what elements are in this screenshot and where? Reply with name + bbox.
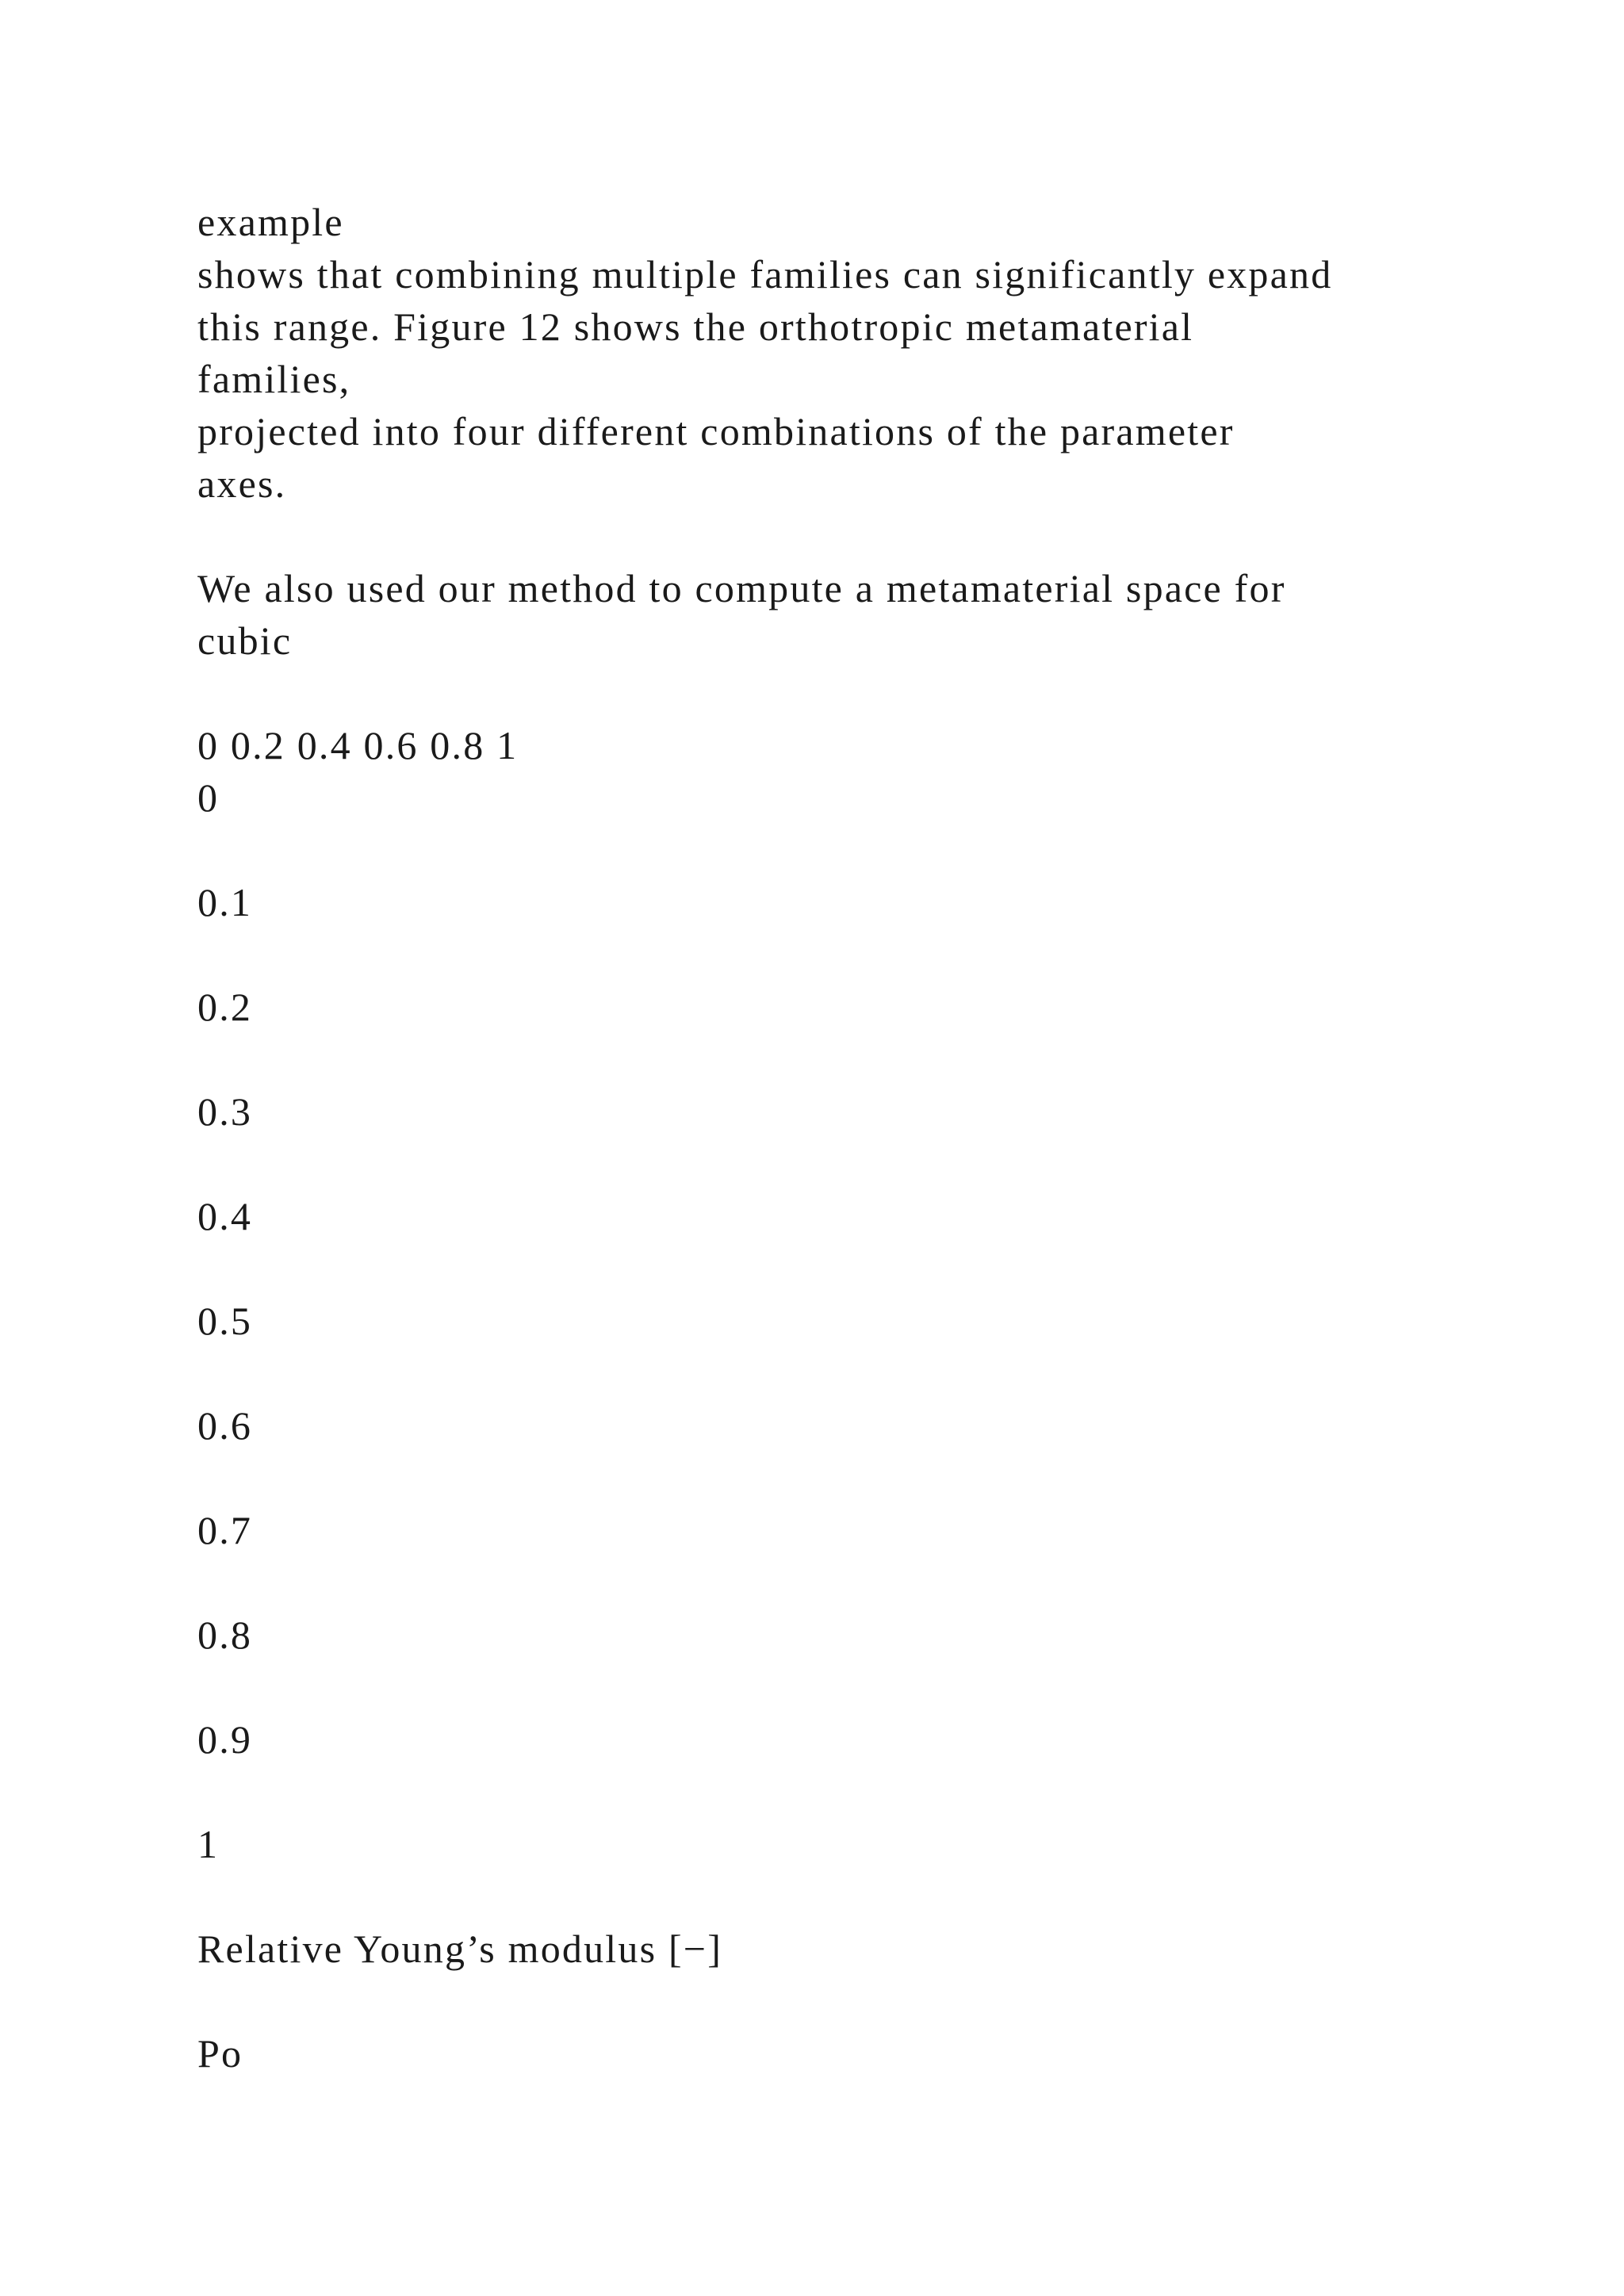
text-line: 0.4 xyxy=(197,1194,253,1238)
text-line: 0.8 xyxy=(197,1613,253,1657)
text-line: 0.9 xyxy=(197,1717,253,1762)
text-line: 1 xyxy=(197,1822,220,1866)
text-line: Po xyxy=(197,2031,243,2076)
text-line: We also used our method to compute a metamaterial space for xyxy=(197,566,1286,610)
text-line: families, xyxy=(197,357,351,401)
text-line: 0.2 xyxy=(197,985,253,1029)
text-line: cubic xyxy=(197,618,293,663)
text-line: 0.6 xyxy=(197,1403,253,1448)
text-line: 0 0.2 0.4 0.6 0.8 1 xyxy=(197,723,519,767)
text-line: 0.3 xyxy=(197,1089,253,1134)
text-line: this range. Figure 12 shows the orthotropic metamaterial xyxy=(197,304,1194,349)
text-line: shows that combining multiple families can significantly expand xyxy=(197,252,1333,297)
text-line: 0 xyxy=(197,775,220,820)
text-line: projected into four different combinations of the parameter xyxy=(197,409,1235,453)
text-line: axes. xyxy=(197,461,287,506)
text-line: 0.5 xyxy=(197,1299,253,1343)
text-line: 0.1 xyxy=(197,880,253,924)
text-line: Relative Young’s modulus [−] xyxy=(197,1927,723,1971)
text-line: example xyxy=(197,200,344,244)
text-line: 0.7 xyxy=(197,1508,253,1552)
